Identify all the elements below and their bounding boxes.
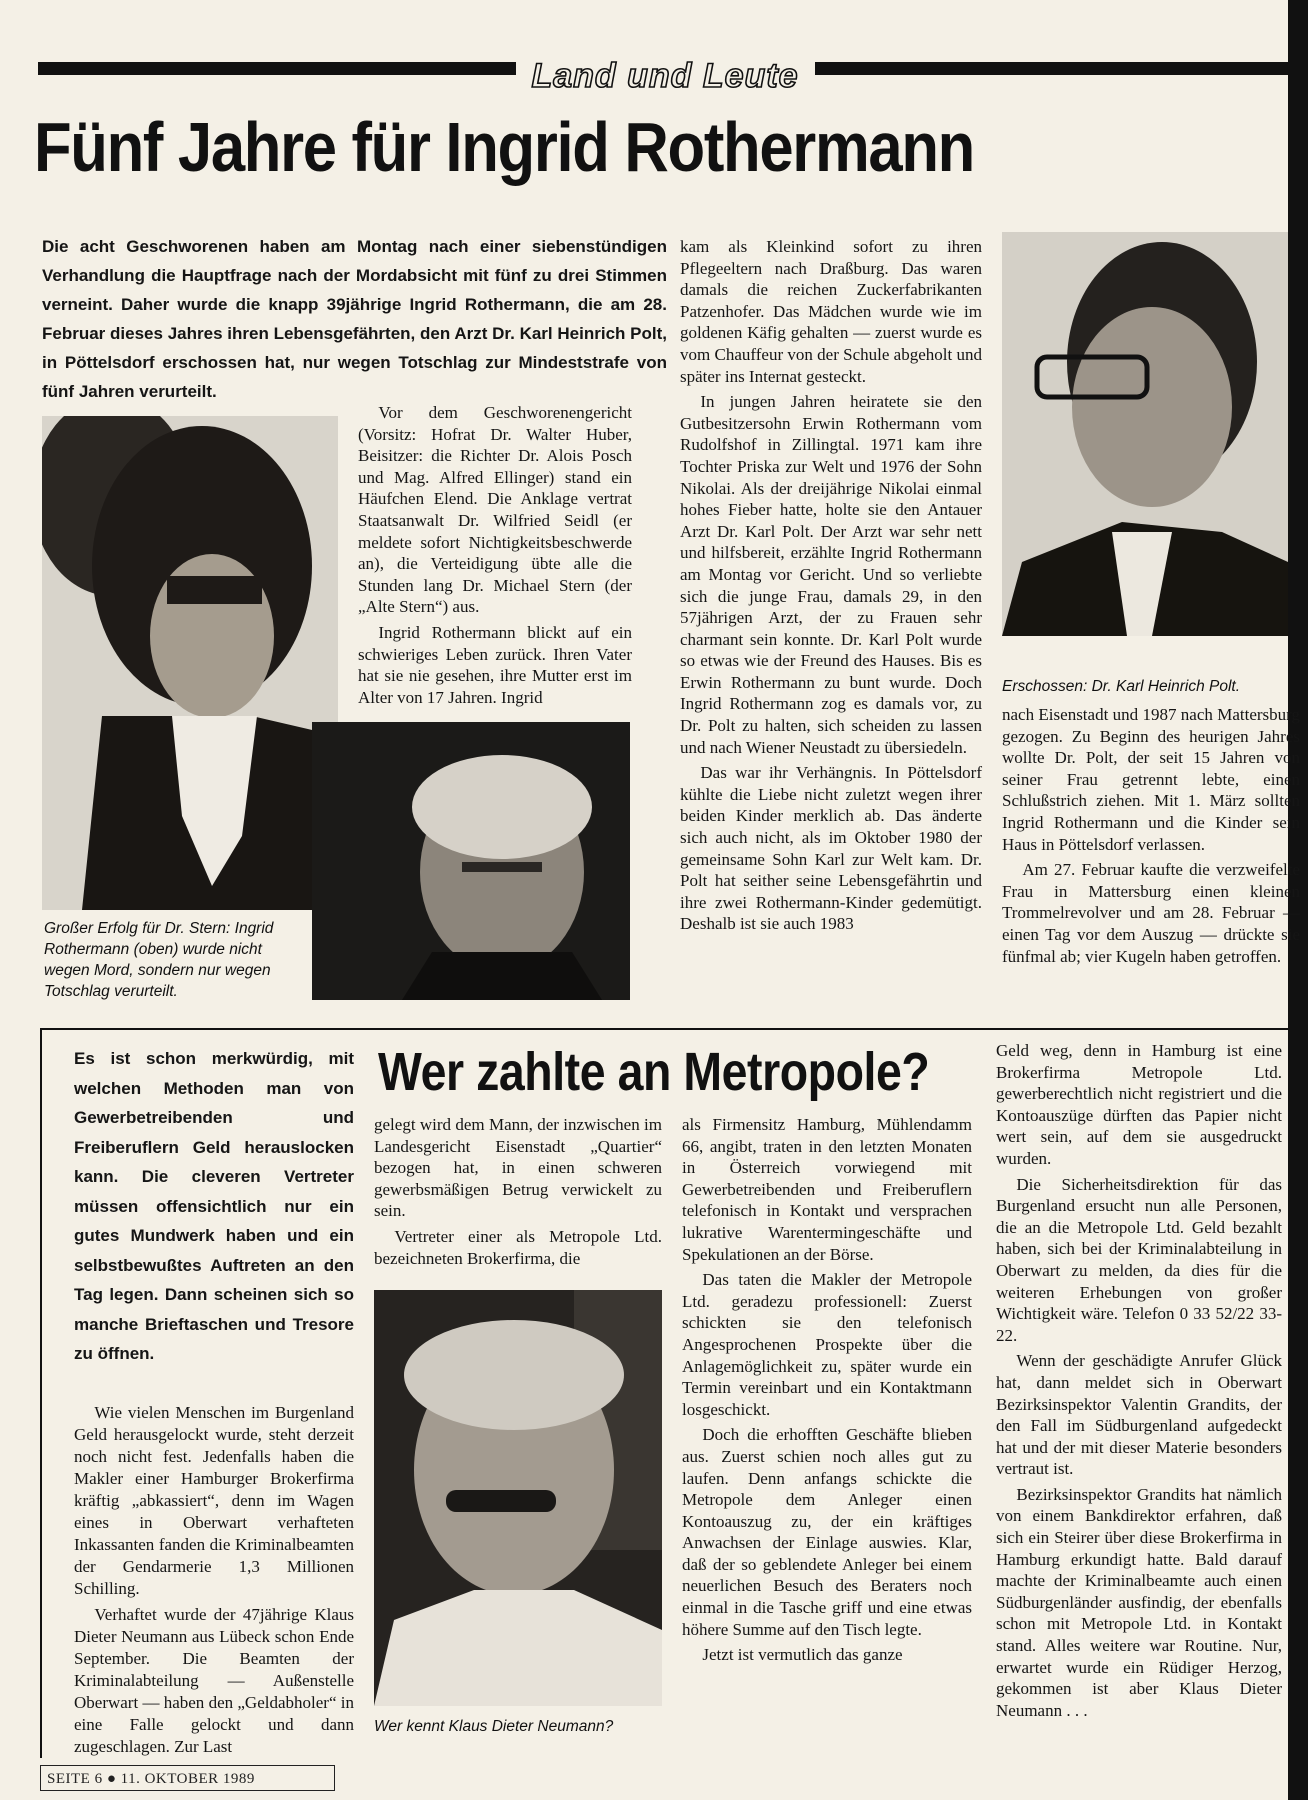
photo-dr-stern — [312, 722, 630, 1000]
article1-col3-paragraph: Am 27. Februar kaufte die verzweifelte Frau in Mattersburg einen kleinen Trommelrevolver und am 28. Februar — einen Tag vor dem Auszug — drückte sie fünfmal ab; vier Kugeln haben getroffen. — [1002, 860, 1300, 966]
section-label: Land und Leute — [531, 57, 799, 95]
caption-stern: Großer Erfolg für Dr. Stern: Ingrid Rothermann (oben) wurde nicht wegen Mord, sondern nur wegen Totschlag verurteilt. — [44, 920, 274, 1000]
photo-ingrid-rothermann — [42, 416, 338, 910]
caption-neumann: Wer kennt Klaus Dieter Neumann? — [374, 1718, 614, 1735]
article1-column-3 — [1002, 704, 1300, 967]
article2-column-1 — [74, 1402, 354, 1758]
article2-column-2 — [374, 1114, 662, 1269]
article2-col2-paragraph: gelegt wird dem Mann, der inzwischen im Landesgericht Eisenstadt „Quartier“ bezogen hat, in einen schweren gewerbsmäßigen Betrug verwickelt zu sein. — [374, 1115, 662, 1221]
article2-col3-paragraph: Jetzt ist vermutlich das ganze — [702, 1645, 903, 1665]
article1-col2-paragraph: kam als Kleinkind sofort zu ihren Pflegeeltern nach Draßburg. Das waren damals die reichen Zuckerfabrikanten Patzenhofer. Das Mädchen wurde wie im goldenen Käfig gehalten — zuerst wurde es vom Chauffeur von der Schule abgeholt und später ins Internat gesteckt. — [680, 237, 982, 386]
photo-dr-polt — [1002, 232, 1288, 636]
article2-headline: Wer zahlte an Metropole? — [378, 1042, 930, 1102]
article2-col1-paragraph: Wie vielen Menschen im Burgenland Geld herausgelockt wurde, steht derzeit noch nicht fest. Jedenfalls haben die Makler einer Hamburger Brokerfirma kräftig „abkassiert“, denn im Wagen eines in Oberwart verhafteten Inkassanten fanden die Kriminalbeamten der Gendarmerie 1,3 Millionen Schilling. — [74, 1403, 354, 1598]
article2-col3-paragraph: als Firmensitz Hamburg, Mühlendamm 66, angibt, traten in den letzten Monaten in Österreich vorwiegend mit Gewerbetreibenden und Freiberuflern telefonisch in Kontakt und versprachen lukrative Warentermingeschäfte und Spekulationen an der Börse. — [682, 1115, 972, 1264]
article1-col2-paragraph: Das war ihr Verhängnis. In Pöttelsdorf kühlte die Liebe nicht zuletzt wegen ihrer beiden Kinder merklich ab. Das änderte sich auch nicht, als im Oktober 1980 der gemeinsame Sohn Karl zur Welt kam. Dr. Polt hat seither seine Lebensgefährtin und ihre zwei Rothermann-Kinder gedemütigt. Deshalb ist sie auch 1983 — [680, 763, 982, 934]
article2-col4-paragraph: Geld weg, denn in Hamburg ist eine Brokerfirma Metropole Ltd. gewerberechtlich nicht registriert und die Kontoauszüge dürften das Papier nicht wert sein, auf dem sie ausgedruckt wurden. — [996, 1041, 1282, 1168]
article2-col4-paragraph: Bezirksinspektor Grandits hat nämlich von einem Bankdirektor erfahren, daß sich ein Steirer über diese Brokerfirma in Hamburg erkundigt hatte. Bald darauf machte der Kriminalbeamte auch einen Südburgenländer ausfindig, der ebenfalls schon mit Metropole Ltd. in Kontakt stand. Alles weitere war Routine. Nur, erwartet wurde ein Rüdiger Herzog, gekommen ist aber Klaus Dieter Neumann . . . — [996, 1484, 1282, 1720]
article1-col3-paragraph: nach Eisenstadt und 1987 nach Mattersburg gezogen. Zu Beginn des heurigen Jahres wollte Dr. Polt, der seit 15 Jahren von seiner Frau getrennt lebte, einen Schlußstrich ziehen. Mit 1. März sollten Ingrid Rothermann und die Kinder sein Haus in Pöttelsdorf verlassen. — [1002, 705, 1300, 854]
article1-column-2 — [680, 236, 982, 935]
article2-column-3 — [682, 1114, 972, 1666]
article1-col1-paragraph: Ingrid Rothermann blickt auf ein schwieriges Leben zurück. Ihren Vater hat sie nie gesehen, ihre Mutter erst im Alter von 17 Jahren. Ingrid — [358, 622, 632, 707]
article1-col2-paragraph: In jungen Jahren heiratete sie den Gutbesitzersohn Erwin Rothermann vom Rudolfshof in Zillingtal. 1971 kam ihre Tochter Priska zur Welt und 1976 der Sohn Nikolai. Als der dreijährige Nikolai einmal hohes Fieber hatte, holte sie den Antauer Arzt Dr. Karl Polt. Der Arzt war sehr nett und hilfsbereit, erzählte Ingrid Rothermann am Montag vor Gericht. Und so verliebte sich die junge Frau, damals 29, in den 57jährigen Arzt, der zu Frauen sehr charmant sein konnte. Dr. Karl Polt wurde so etwas wie der Freund des Hauses. Bis es Erwin Rothermann zu bunt wurde. Doch Ingrid Rothermann zog es damals vor, zu Dr. Polt zu halten, sich scheiden zu lassen und nach Wiener Neustadt zu übersiedeln. — [680, 392, 982, 757]
article1-column-1 — [358, 402, 632, 708]
box-rule-left — [40, 1028, 42, 1758]
article2-col3-paragraph: Das taten die Makler der Metropole Ltd. geradezu professionell: Zuerst schickten sie den telefonisch Angesprochenen Prospekte über die Anlagemöglichkeit zu, später wurde ein Termin vereinbart und ein Kontaktmann losgeschickt. — [682, 1270, 972, 1419]
article2-col2-paragraph: Vertreter einer als Metropole Ltd. bezeichneten Brokerfirma, die — [374, 1226, 662, 1268]
article2-col1-paragraph: Verhaftet wurde der 47jährige Klaus Dieter Neumann aus Lübeck schon Ende September. Die Beamten der Kriminalabteilung — Außenstelle Oberwart — haben den „Geldabholer“ in eine Falle gelockt und dann zugeschlagen. Zur Last — [74, 1605, 354, 1756]
photo-klaus-dieter-neumann — [374, 1290, 662, 1706]
article2-col4-paragraph: Die Sicherheitsdirektion für das Burgenland ersucht nun alle Personen, die an die Metropole Ltd. Geld bezahlt haben, sich bei der Kriminalabteilung in Oberwart zu melden, da dies für die weiteren Erhebungen von großer Wichtigkeit wäre. Telefon 0 33 52/22 33-22. — [996, 1174, 1282, 1345]
section-rule-left — [38, 62, 516, 75]
section-rule-right — [815, 62, 1288, 75]
article1-headline: Fünf Jahre für Ingrid Rothermann — [34, 108, 974, 186]
article2-lead: Es ist schon merkwürdig, mit welchen Methoden man von Gewerbetreibenden und Freiberuflern Geld herauslocken kann. Die cleveren Vertreter müssen offensichtlich nur ein gutes Mundwerk haben und ein selbstbewußtes Auftreten an den Tag legen. Dann scheinen sich so manche Brieftaschen und Tresore zu öffnen. — [74, 1049, 354, 1363]
box-rule-top — [40, 1028, 1288, 1030]
article2-col4-paragraph: Wenn der geschädigte Anrufer Glück hat, dann meldet sich in Oberwart Bezirksinspektor Valentin Grandits, der den Fall im Südburgenland aufgedeckt hat und der mit dieser Materie besonders vertraut ist. — [996, 1351, 1282, 1479]
article2-col3-paragraph: Doch die erhofften Geschäfte blieben aus. Zuerst schien noch alles gut zu laufen. Denn anfangs schickte die Metropole dem Anleger einen Kontoauszug zu, der ein kräftiges Anwachsen der Einlage auswies. Klar, daß der so geblendete Anleger bei einem neuerlichen Besuch des Beraters noch einmal in die Tasche griff und eine etwas höhere Summe auf den Tisch legte. — [682, 1425, 972, 1639]
caption-polt: Erschossen: Dr. Karl Heinrich Polt. — [1002, 678, 1241, 695]
page-footer: SEITE 6 ● 11. OKTOBER 1989 — [40, 1765, 335, 1791]
article1-lead: Die acht Geschworenen haben am Montag nach einer siebenstündigen Verhandlung die Hauptfrage nach der Mordabsicht mit fünf zu drei Stimmen verneint. Daher wurde die knapp 39jährige Ingrid Rothermann, die am 28. Februar dieses Jahres ihren Lebensgefährten, den Arzt Dr. Karl Heinrich Polt, in Pöttelsdorf erschossen hat, nur wegen Totschlag zur Mindeststrafe von fünf Jahren verurteilt. — [42, 237, 667, 401]
article1-col1-paragraph: Vor dem Geschworenengericht (Vorsitz: Hofrat Dr. Walter Huber, Beisitzer: die Richter Dr. Alois Posch und Mag. Alfred Ellinger) stand ein Häufchen Elend. Die Anklage vertrat Staatsanwalt Dr. Wilfried Seidl (er meldete sofort Nichtigkeitsbeschwerde an), die Verteidigung übte alle die Stunden lang Dr. Michael Stern (der „Alte Stern“) aus. — [358, 403, 632, 617]
article2-column-4 — [996, 1040, 1282, 1721]
